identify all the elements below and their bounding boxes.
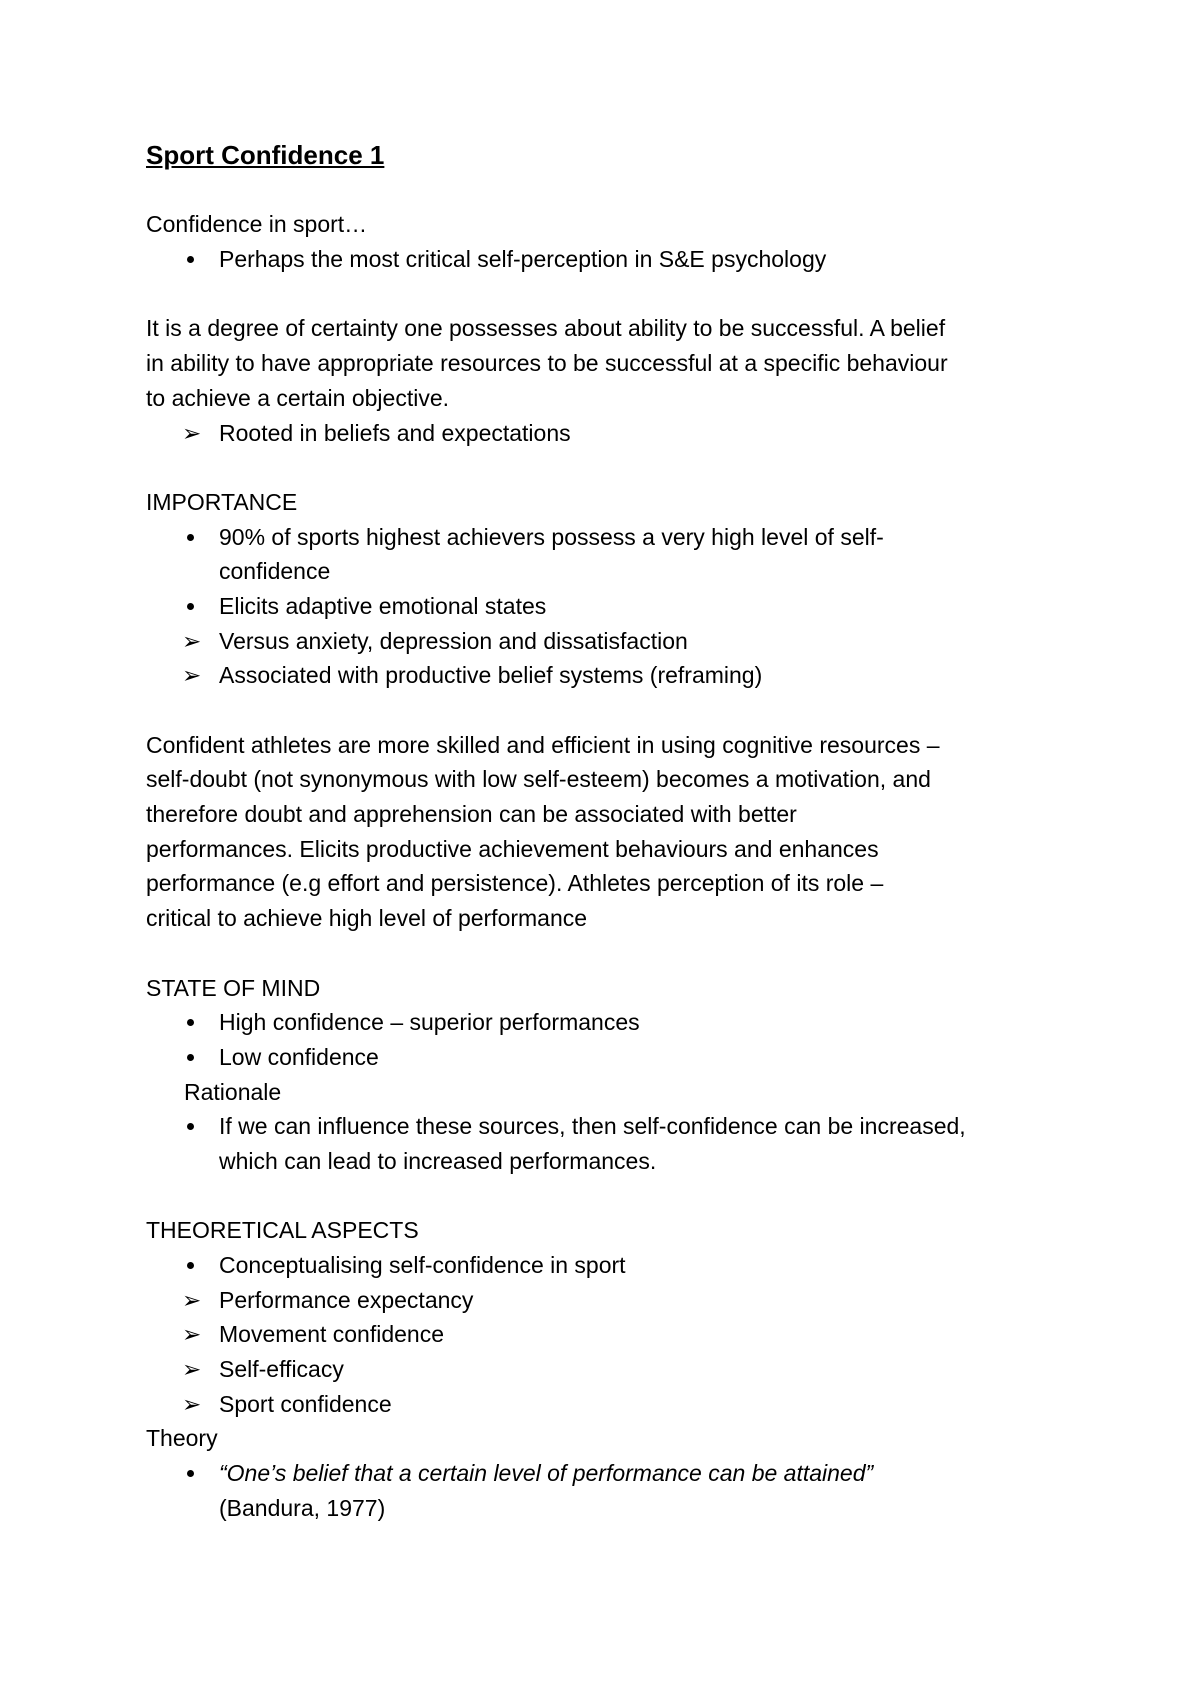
bullet-icon: [187, 1054, 194, 1061]
section-heading-theoretical-aspects: THEORETICAL ASPECTS: [146, 1217, 419, 1244]
list-item: High confidence – superior performances: [146, 1005, 1076, 1040]
quote-text: “One’s belief that a certain level of performance can be attained”: [219, 1460, 874, 1487]
list-item-continuation: confidence: [219, 558, 331, 585]
bullet-icon: [187, 534, 194, 541]
bullet-icon: [187, 1470, 194, 1477]
paragraph-line: in ability to have appropriate resources to be successful at a specific behaviour: [146, 350, 948, 377]
list-item: Conceptualising self-confidence in sport: [146, 1248, 1076, 1283]
list-item: ➢ Movement confidence: [146, 1317, 1076, 1352]
list-item: 90% of sports highest achievers possess a very high level of self-: [146, 520, 1076, 555]
paragraph-line: Confident athletes are more skilled and efficient in using cognitive resources –: [146, 731, 940, 758]
bullet-icon: [187, 1262, 194, 1269]
paragraph-line: performances. Elicits productive achievement behaviours and enhances: [146, 835, 879, 862]
arrow-bullet-icon: ➢: [182, 1321, 202, 1348]
arrow-bullet-icon: ➢: [182, 419, 202, 446]
list-item: ➢ Versus anxiety, depression and dissatisfaction: [146, 624, 1076, 659]
paragraph-line: self-doubt (not synonymous with low self-esteem) becomes a motivation, and: [146, 766, 931, 793]
section-heading-importance: IMPORTANCE: [146, 488, 298, 515]
paragraph-line: performance (e.g effort and persistence). Athletes perception of its role –: [146, 870, 884, 897]
arrow-bullet-icon: ➢: [182, 1390, 202, 1417]
arrow-bullet-icon: ➢: [182, 1356, 202, 1383]
arrow-bullet-icon: ➢: [182, 662, 202, 689]
list-item: ➢ Sport confidence: [146, 1387, 1076, 1422]
section-heading-state-of-mind: STATE OF MIND: [146, 974, 321, 1001]
list-item: Low confidence: [146, 1040, 1076, 1075]
bullet-icon: [187, 256, 194, 263]
rationale-label: Rationale: [184, 1078, 282, 1105]
paragraph-line: critical to achieve high level of performance: [146, 905, 588, 932]
arrow-bullet-icon: ➢: [182, 1286, 202, 1313]
intro-heading: Confidence in sport…: [146, 211, 368, 238]
list-item: [146, 1456, 1076, 1491]
bullet-icon: [187, 1123, 194, 1130]
paragraph-line: to achieve a certain objective.: [146, 384, 450, 411]
citation-text: (Bandura, 1977): [219, 1494, 386, 1521]
paragraph-line: therefore doubt and apprehension can be associated with better: [146, 801, 797, 828]
list-item: ➢ Associated with productive belief systems (reframing): [146, 658, 1076, 693]
paragraph-line: It is a degree of certainty one possesses about ability to be successful. A belief: [146, 315, 946, 342]
list-item: ➢ Rooted in beliefs and expectations: [146, 416, 1076, 451]
list-item: If we can influence these sources, then self-confidence can be increased,: [146, 1109, 1076, 1144]
arrow-bullet-icon: ➢: [182, 627, 202, 654]
bullet-icon: [187, 603, 194, 610]
list-item-continuation: which can lead to increased performances.: [219, 1147, 657, 1174]
document-page: [146, 138, 1076, 1526]
bullet-icon: [187, 1019, 194, 1026]
document-title: Sport Confidence 1: [146, 140, 385, 170]
list-item: ➢ Performance expectancy: [146, 1283, 1076, 1318]
theory-label: Theory: [146, 1425, 218, 1452]
list-item: ➢ Self-efficacy: [146, 1352, 1076, 1387]
list-item: Elicits adaptive emotional states: [146, 589, 1076, 624]
list-item: Perhaps the most critical self-perception in S&E psychology: [146, 242, 1076, 277]
